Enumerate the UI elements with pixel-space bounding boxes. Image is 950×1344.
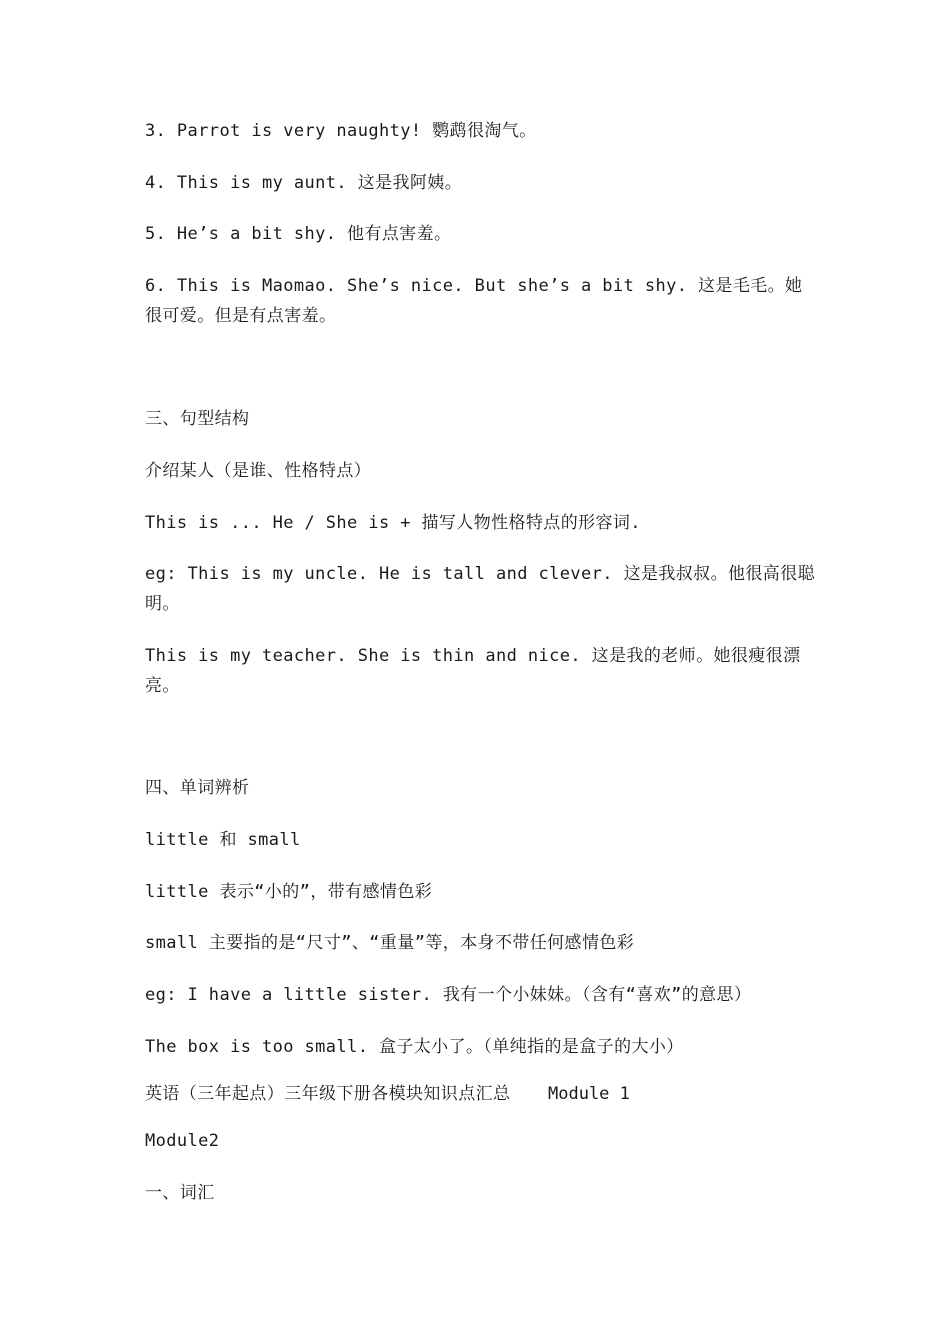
structure-example-2: This is my teacher. She is thin and nice. 这是我的老师。她很瘦很漂亮。 (145, 646, 801, 696)
small-example: The box is too small. 盒子太小了。（单纯指的是盒子的大小） (145, 1037, 684, 1057)
structure-pattern: This is ... He / She is + 描写人物性格特点的形容词. (145, 513, 641, 533)
structure-example-1: eg: This is my uncle. He is tall and clever. 这是我叔叔。他很高很聪明。 (145, 564, 815, 614)
little-example: eg: I have a little sister. 我有一个小妹妹。（含有“喜欢”的意思） (145, 985, 752, 1005)
structure-description: 介绍某人（是谁、性格特点） (145, 461, 372, 481)
example-sentence-3: 3. Parrot is very naughty! 鹦鹉很淘气。 (145, 121, 537, 141)
section-heading-sentence-structure: 三、句型结构 (145, 409, 250, 429)
example-sentence-4: 4. This is my aunt. 这是我阿姨。 (145, 173, 463, 193)
document-title: 英语（三年起点）三年级下册各模块知识点汇总 (145, 1084, 511, 1104)
module-2-heading: Module2 (145, 1131, 220, 1151)
example-sentence-5: 5. He’s a bit shy. 他有点害羞。 (145, 224, 452, 244)
small-explanation: small 主要指的是“尺寸”、“重量”等，本身不带任何感情色彩 (145, 933, 635, 953)
section-heading-vocabulary: 一、词汇 (145, 1183, 215, 1203)
section-heading-word-analysis: 四、单词辨析 (145, 778, 250, 798)
word-pair: little 和 small (145, 830, 301, 850)
little-explanation: little 表示“小的”，带有感情色彩 (145, 882, 433, 902)
example-sentence-6: 6. This is Maomao. She’s nice. But she’s a bit shy. 这是毛毛。她很可爱。但是有点害羞。 (145, 276, 803, 326)
module-1-label: Module 1 (548, 1084, 630, 1104)
